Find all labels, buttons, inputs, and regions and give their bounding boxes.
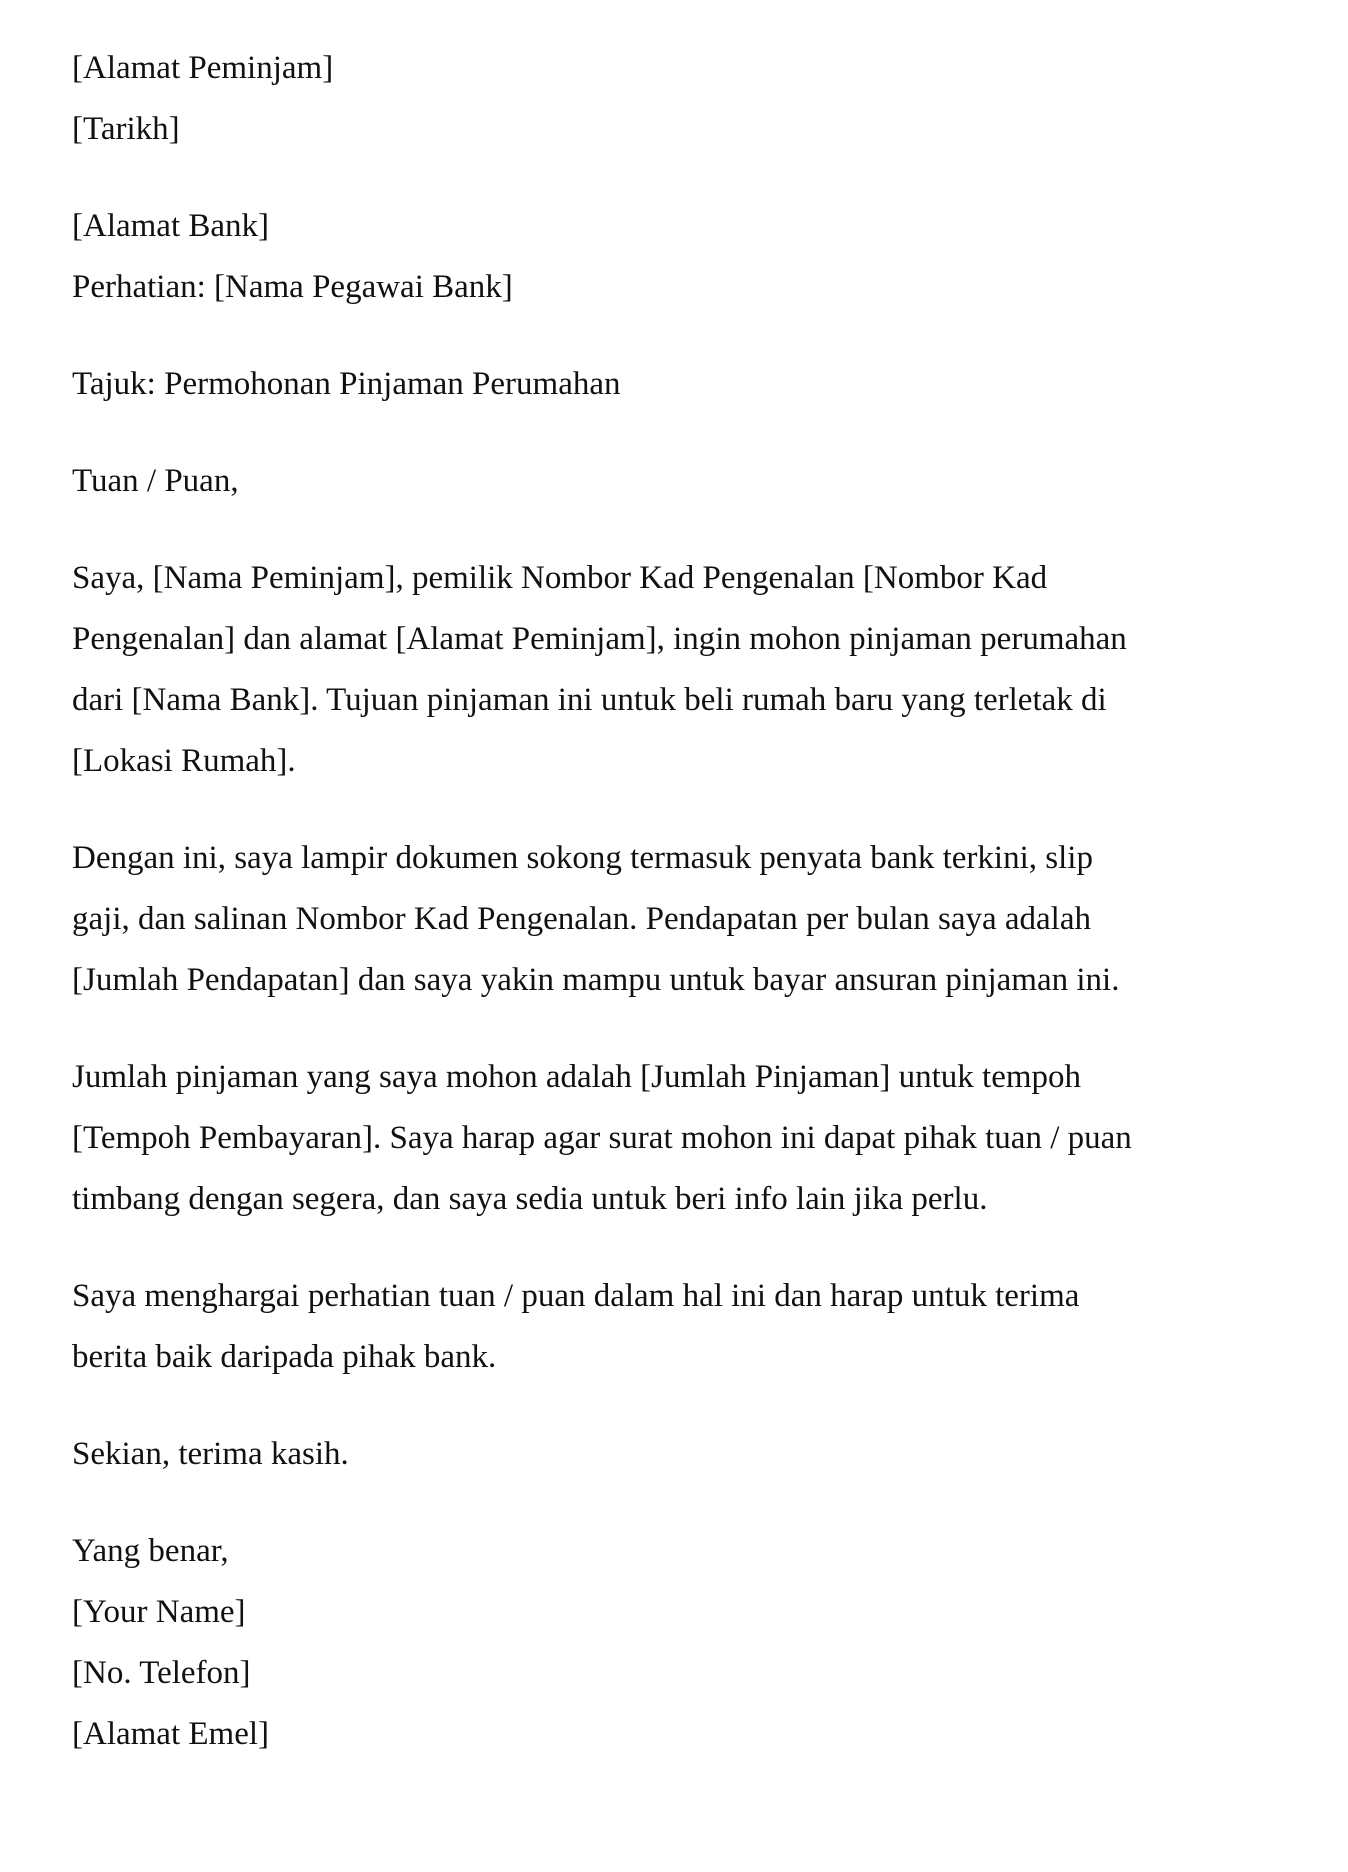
paragraph-loan-amount (72, 1047, 1252, 1230)
salutation: Tuan / Puan, (72, 463, 239, 499)
paragraph-line: [Jumlah Pendapatan] dan saya yakin mampu untuk bayar ansuran pinjaman ini. (72, 962, 1120, 998)
paragraph-line: dari [Nama Bank]. Tujuan pinjaman ini untuk beli rumah baru yang terletak di (72, 682, 1107, 718)
signer-email: [Alamat Emel] (72, 1716, 270, 1752)
paragraph-line: gaji, dan salinan Nombor Kad Pengenalan. Pendapatan per bulan saya adalah (72, 901, 1091, 937)
closing-line: Sekian, terima kasih. (72, 1436, 349, 1472)
paragraph-line: Jumlah pinjaman yang saya mohon adalah [Jumlah Pinjaman] untuk tempoh (72, 1059, 1082, 1095)
letter-subject: Tajuk: Permohonan Pinjaman Perumahan (72, 366, 621, 402)
paragraph-documents (72, 828, 1252, 1011)
sender-block (72, 38, 1252, 160)
paragraph-line: Saya menghargai perhatian tuan / puan dalam hal ini dan harap untuk terima (72, 1278, 1080, 1314)
valediction: Yang benar, (72, 1533, 229, 1569)
signer-name: [Your Name] (72, 1594, 246, 1630)
signer-phone: [No. Telefon] (72, 1655, 251, 1691)
paragraph-line: [Tempoh Pembayaran]. Saya harap agar surat mohon ini dapat pihak tuan / puan (72, 1120, 1132, 1156)
paragraph-line: Pengenalan] dan alamat [Alamat Peminjam], ingin mohon pinjaman perumahan (72, 621, 1127, 657)
paragraph-introduction (72, 548, 1252, 792)
paragraph-line: [Lokasi Rumah]. (72, 743, 296, 779)
recipient-attention: Perhatian: [Nama Pegawai Bank] (72, 269, 513, 305)
letter-date: [Tarikh] (72, 111, 180, 147)
recipient-address: [Alamat Bank] (72, 208, 270, 244)
letter (72, 38, 1252, 1765)
paragraph-line: timbang dengan segera, dan saya sedia untuk beri info lain jika perlu. (72, 1181, 988, 1217)
paragraph-line: berita baik daripada pihak bank. (72, 1339, 497, 1375)
paragraph-line: Dengan ini, saya lampir dokumen sokong termasuk penyata bank terkini, slip (72, 840, 1093, 876)
paragraph-appreciation (72, 1266, 1252, 1388)
signoff-block (72, 1521, 1252, 1765)
paragraph-line: Saya, [Nama Peminjam], pemilik Nombor Kad Pengenalan [Nombor Kad (72, 560, 1048, 596)
sender-address: [Alamat Peminjam] (72, 50, 334, 86)
recipient-block (72, 196, 1252, 318)
